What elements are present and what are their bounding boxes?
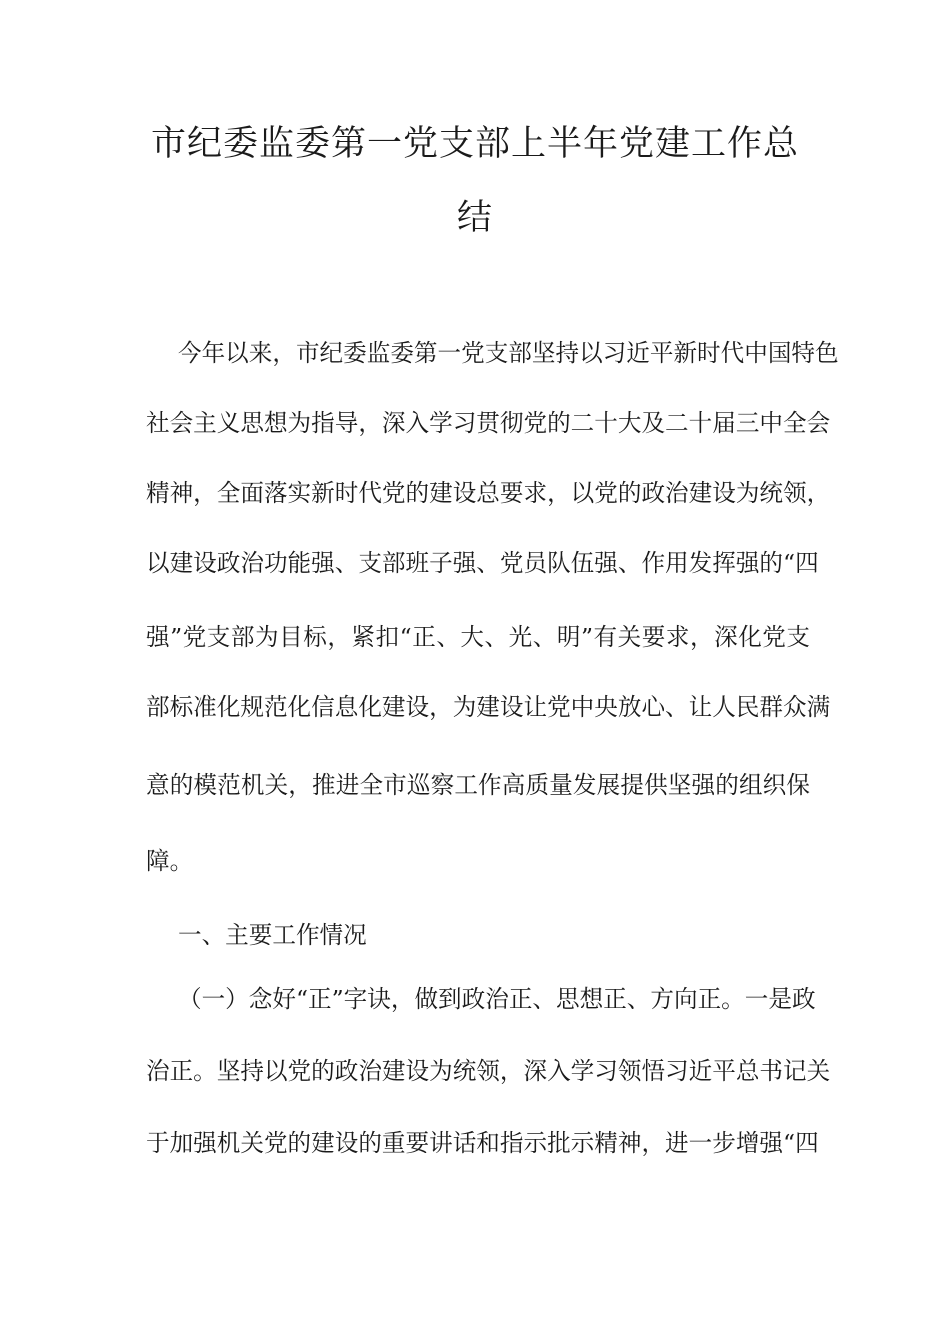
intro-paragraph-line-2: 社会主义思想为指导，深入学习贯彻党的二十大及二十届三中全会: [146, 409, 831, 437]
intro-paragraph-line-5: 强”党支部为目标，紧扣“正、大、光、明”有关要求，深化党支: [146, 623, 810, 651]
subsection-1-line-2: 治正。坚持以党的政治建设为统领，深入学习领悟习近平总书记关: [146, 1057, 831, 1085]
intro-paragraph-line-4: 以建设政治功能强、支部班子强、党员队伍强、作用发挥强的“四: [146, 549, 819, 577]
intro-paragraph-line-1: 今年以来，市纪委监委第一党支部坚持以习近平新时代中国特色: [178, 339, 839, 367]
document-title-line-2: 结: [456, 198, 493, 238]
intro-paragraph-line-3: 精神，全面落实新时代党的建设总要求，以党的政治建设为统领，: [146, 479, 831, 507]
document-title-line-1: 市纪委监委第一党支部上半年党建工作总: [150, 124, 799, 164]
intro-paragraph-line-7: 意的模范机关，推进全市巡察工作高质量发展提供坚强的组织保: [146, 771, 810, 799]
subsection-1-line-1: （一）念好“正”字诀，做到政治正、思想正、方向正。一是政: [178, 985, 816, 1013]
subsection-1-line-3: 于加强机关党的建设的重要讲话和指示批示精神，进一步增强“四: [146, 1129, 819, 1157]
intro-paragraph-line-8: 障。: [146, 847, 194, 875]
section-heading-main-work: 一、主要工作情况: [178, 921, 367, 949]
intro-paragraph-line-6: 部标准化规范化信息化建设，为建设让党中央放心、让人民群众满: [146, 693, 831, 721]
